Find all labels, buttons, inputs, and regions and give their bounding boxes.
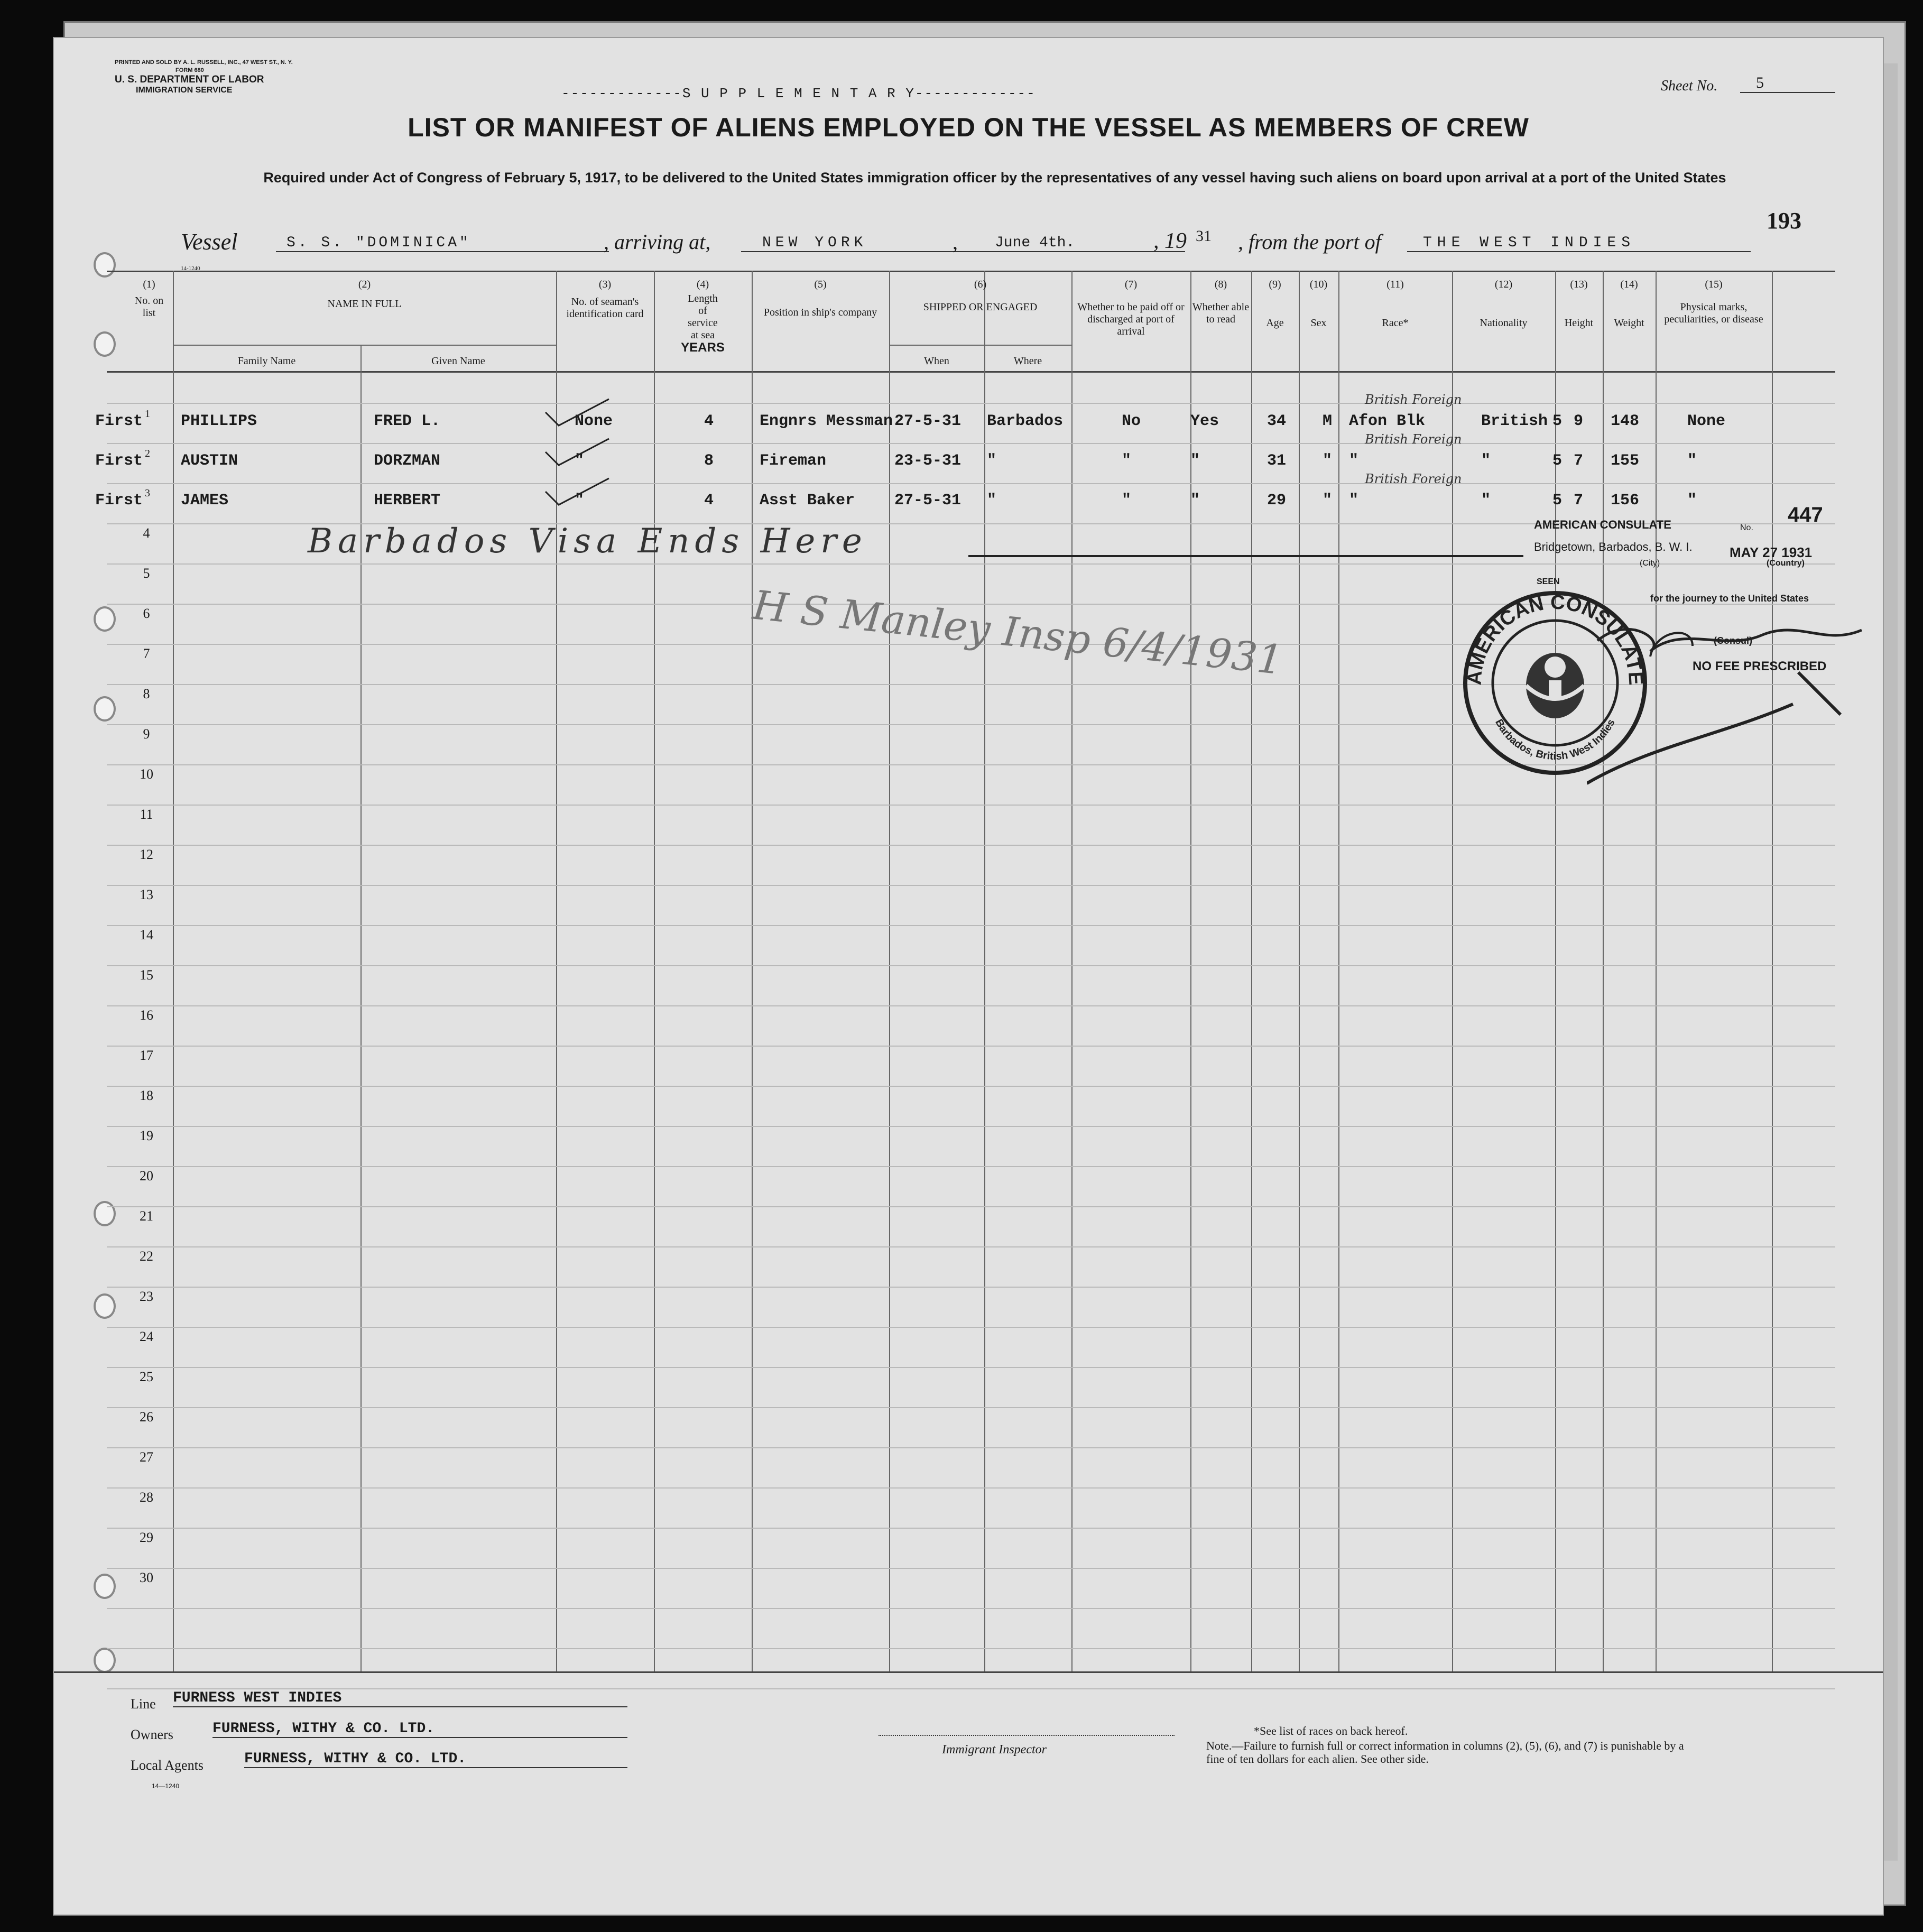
position-cell: Asst Baker: [760, 492, 855, 510]
from-label: , from the port of: [1238, 230, 1381, 254]
physical-marks-cell: None: [1687, 412, 1726, 430]
given-name-cell: HERBERT: [374, 492, 441, 510]
row-rule: [107, 1407, 1835, 1408]
arriving-label: , arriving at,: [604, 230, 711, 254]
supplementary-label: -------------S U P P L E M E N T A R Y-------------: [561, 86, 1036, 101]
service-length-cell: 4: [704, 492, 714, 510]
row-number: 13: [140, 887, 153, 902]
id-card-cell: None: [575, 412, 613, 430]
col13-header: (13) Height: [1564, 279, 1594, 329]
row-class: First: [95, 452, 143, 470]
service: IMMIGRATION SERVICE: [136, 86, 233, 95]
row-rule: [107, 443, 1835, 444]
code-small: 14-1240: [181, 265, 200, 272]
sex-cell: M: [1323, 412, 1333, 430]
row-number: 30: [140, 1570, 153, 1585]
consulate-number: 447: [1788, 503, 1823, 526]
row-rule: [107, 1688, 1835, 1689]
physical-marks-cell: ": [1687, 492, 1697, 510]
row-number: 1: [145, 408, 150, 420]
race-handwritten-note: British Foreign: [1365, 472, 1462, 486]
family-name-cell: AUSTIN: [181, 452, 238, 470]
row-number: 2: [145, 448, 150, 459]
consulate-no-label: No.: [1740, 523, 1753, 532]
race-handwritten-note: British Foreign: [1365, 432, 1462, 447]
manifest-page: [53, 37, 1884, 1916]
col-divider: [1555, 271, 1556, 1671]
vessel-name: S. S. "DOMINICA": [276, 235, 609, 252]
row-rule: [107, 1246, 1835, 1247]
page-title: LIST OR MANIFEST OF ALIENS EMPLOYED ON THE VESSEL AS MEMBERS OF CREW: [408, 113, 1529, 142]
consulate-location: Bridgetown, Barbados, B. W. I.: [1534, 540, 1693, 553]
punch-hole: [94, 252, 116, 278]
shipped-sub-border-2: [889, 345, 1071, 346]
col11-header: (11) Race*: [1382, 279, 1409, 329]
shipped-when-cell: 23-5-31: [894, 452, 962, 470]
consul-signature-icon: [1587, 609, 1883, 789]
row-number: 27: [140, 1449, 153, 1465]
col4-header: (4) Length of service at sea YEARS: [681, 279, 725, 355]
col2-header: (2) NAME IN FULL: [327, 279, 402, 310]
col-divider: [752, 271, 753, 1671]
local-agents: FURNESS, WITHY & CO. LTD.: [244, 1751, 627, 1768]
col6-header: (6) SHIPPED OR ENGAGED: [923, 279, 1038, 313]
punch-hole: [94, 331, 116, 357]
row-rule: [107, 403, 1835, 404]
footer-code: 14—1240: [152, 1782, 180, 1790]
inspector-signature-line: [879, 1735, 1175, 1736]
physical-marks-cell: ": [1687, 452, 1697, 470]
journey-text: for the journey to the United States: [1650, 593, 1809, 604]
row-rule: [107, 1046, 1835, 1047]
col8-header: (8) Whether able to read: [1192, 279, 1250, 325]
row-number: 22: [140, 1249, 153, 1264]
row-rule: [107, 1005, 1835, 1006]
shipped-when-cell: 27-5-31: [894, 412, 962, 430]
sheet-label: Sheet No.: [1661, 78, 1718, 94]
race-cell: ": [1349, 452, 1359, 470]
punch-hole: [94, 696, 116, 722]
name-sub-border: [173, 345, 556, 346]
consul-label: (Consul): [1714, 635, 1752, 646]
row-number: 6: [143, 606, 150, 621]
weight-cell: 155: [1611, 452, 1640, 470]
row-rule: [107, 1206, 1835, 1207]
row-number: 10: [140, 766, 153, 782]
seen-label: SEEN: [1537, 577, 1560, 586]
sheet-number: 5: [1740, 74, 1835, 93]
row-rule: [107, 1287, 1835, 1288]
row-rule: [107, 805, 1835, 806]
row-number: 19: [140, 1128, 153, 1143]
service-length-cell: 8: [704, 452, 714, 470]
paid-off-cell: ": [1122, 452, 1132, 470]
row-number: 5: [143, 566, 150, 581]
row-number: 11: [140, 807, 153, 822]
col1-header: (1) No. on list: [134, 279, 164, 319]
row-number: 9: [143, 726, 150, 742]
height-inches-cell: 9: [1574, 412, 1584, 430]
height-feet-cell: 5: [1552, 412, 1563, 430]
row-number: 16: [140, 1007, 153, 1023]
consulate-heading: AMERICAN CONSULATE: [1534, 518, 1671, 531]
visa-ends-note: Barbados Visa Ends Here: [308, 522, 867, 561]
race-cell: ": [1349, 492, 1359, 510]
shipped-where-cell: ": [987, 452, 997, 470]
row-rule: [107, 885, 1835, 886]
col5-header: (5) Position in ship's company: [763, 279, 877, 318]
arrival-port: NEW YORK: [741, 235, 968, 252]
checkmark-icon: [540, 476, 614, 507]
age-cell: 31: [1267, 452, 1287, 470]
row-rule: [107, 1086, 1835, 1087]
row-number: 4: [143, 525, 150, 541]
row-number: 25: [140, 1369, 153, 1384]
seal-lower-text: Barbados, British West Indies: [1493, 717, 1617, 763]
page-subtitle: Required under Act of Congress of February 5, 1917, to be delivered to the United States immigration officer by the representatives of any vessel having such aliens on board upon arrival at a port of the United States: [263, 170, 1726, 186]
sex-cell: ": [1323, 492, 1333, 510]
page-number: 193: [1767, 208, 1801, 234]
no-fee-text: NO FEE PRESCRIBED: [1693, 659, 1827, 673]
row-rule: [107, 1608, 1835, 1609]
row-number: 3: [145, 487, 150, 499]
row-class: First: [95, 412, 143, 430]
row-number: 28: [140, 1490, 153, 1505]
family-name-cell: PHILLIPS: [181, 412, 257, 430]
row-number: 26: [140, 1409, 153, 1425]
weight-cell: 156: [1611, 492, 1640, 510]
table-header-border: [107, 371, 1835, 373]
age-cell: 34: [1267, 412, 1287, 430]
able-to-read-cell: Yes: [1190, 412, 1219, 430]
row-rule: [107, 845, 1835, 846]
row-rule: [107, 1447, 1835, 1448]
col-divider: [1251, 271, 1252, 1671]
position-cell: Engnrs Messman: [760, 412, 893, 430]
row-number: 23: [140, 1289, 153, 1304]
agents-label: Local Agents: [131, 1758, 204, 1773]
shipped-when-cell: 27-5-31: [894, 492, 962, 510]
col-divider: [1190, 271, 1191, 1671]
service-length-cell: 4: [704, 412, 714, 430]
row-rule: [107, 1528, 1835, 1529]
shipped-where-cell: ": [987, 492, 997, 510]
row-rule: [107, 1166, 1835, 1167]
row-rule: [107, 925, 1835, 926]
height-inches-cell: 7: [1574, 452, 1584, 470]
row-number: 18: [140, 1088, 153, 1103]
col12-header: (12) Nationality: [1480, 279, 1528, 329]
family-name-header: Family Name: [237, 355, 296, 367]
row-number: 8: [143, 686, 150, 701]
given-name-header: Given Name: [431, 355, 485, 367]
nationality-cell: British: [1481, 412, 1548, 430]
punch-hole: [94, 1574, 116, 1599]
consulate-date: MAY 27 1931: [1730, 544, 1813, 560]
inspector-signature: H S Manley Insp 6/4/1931: [751, 581, 1286, 684]
row-rule: [107, 1327, 1835, 1328]
col-divider: [654, 271, 655, 1671]
row-number: 7: [143, 646, 150, 661]
owners-label: Owners: [131, 1727, 173, 1742]
year-prefix: , 19: [1153, 229, 1187, 253]
row-rule: [107, 483, 1835, 484]
row-rule: [107, 563, 1835, 565]
punch-hole: [94, 606, 116, 632]
nationality-cell: ": [1481, 492, 1491, 510]
height-inches-cell: 7: [1574, 492, 1584, 510]
row-rule: [107, 965, 1835, 966]
given-name-cell: DORZMAN: [374, 452, 441, 470]
row-number: 14: [140, 927, 153, 942]
when-header: When: [924, 355, 949, 367]
punch-hole: [94, 1648, 116, 1673]
owners: FURNESS, WITHY & CO. LTD.: [212, 1721, 627, 1738]
checkmark-icon: [540, 436, 614, 468]
col15-header: (15) Physical marks, peculiarities, or disease: [1664, 279, 1763, 325]
nationality-cell: ": [1481, 452, 1491, 470]
punch-hole: [94, 1201, 116, 1226]
line-label: Line: [131, 1696, 156, 1712]
table-top-border: [107, 271, 1835, 272]
visa-ends-line: [968, 555, 1523, 557]
able-to-read-cell: ": [1190, 492, 1200, 510]
paid-off-cell: ": [1122, 492, 1132, 510]
paid-off-cell: No: [1122, 412, 1141, 430]
age-cell: 29: [1267, 492, 1287, 510]
col14-header: (14) Weight: [1614, 279, 1644, 329]
city-label: (City): [1640, 559, 1660, 568]
row-number: 24: [140, 1329, 153, 1344]
form-number: FORM 680: [175, 67, 204, 73]
height-feet-cell: 5: [1552, 452, 1563, 470]
year-value: 31: [1196, 227, 1212, 245]
able-to-read-cell: ": [1190, 452, 1200, 470]
race-handwritten-note: British Foreign: [1365, 392, 1462, 407]
table-bottom-border: [54, 1671, 1883, 1673]
col-divider: [889, 271, 890, 1671]
row-rule: [107, 1648, 1835, 1649]
col3-header: (3) No. of seaman's identification card: [566, 279, 644, 320]
row-class: First: [95, 492, 143, 510]
punch-hole: [94, 1293, 116, 1319]
family-name-cell: JAMES: [181, 492, 229, 510]
col10-header: (10) Sex: [1309, 279, 1328, 329]
department: U. S. DEPARTMENT OF LABOR: [115, 74, 264, 85]
sex-cell: ": [1323, 452, 1333, 470]
races-note: *See list of races on back hereof.: [1254, 1724, 1408, 1737]
row-number: 20: [140, 1168, 153, 1184]
row-rule: [107, 1367, 1835, 1368]
col-divider: [1071, 271, 1073, 1671]
when-col-divider: [984, 345, 985, 1671]
position-cell: Fireman: [760, 452, 827, 470]
where-header: Where: [1013, 355, 1042, 367]
comma: ,: [953, 230, 958, 254]
row-rule: [107, 1568, 1835, 1569]
row-number: 12: [140, 847, 153, 862]
fine-note: Note.—Failure to furnish full or correct information in columns (2), (5), (6), and (7) is punishable by a fine of ten dollars for each alien. See other side.: [1206, 1739, 1684, 1765]
arrival-date: June 4th.: [963, 235, 1185, 252]
col-divider: [1603, 271, 1604, 1671]
id-card-cell: ": [575, 452, 585, 470]
row-number: 17: [140, 1048, 153, 1063]
shipping-line: FURNESS WEST INDIES: [173, 1690, 627, 1707]
row-rule: [107, 1126, 1835, 1127]
inspector-label: Immigrant Inspector: [942, 1743, 1047, 1757]
id-card-cell: ": [575, 492, 585, 510]
col-divider: [1772, 271, 1773, 1671]
country-label: (Country): [1767, 559, 1805, 568]
row-rule: [107, 1487, 1835, 1489]
col-divider: [1656, 271, 1657, 1671]
col-divider: [1299, 271, 1300, 1671]
shipped-where-cell: Barbados: [987, 412, 1064, 430]
row-number: 21: [140, 1208, 153, 1224]
given-name-cell: FRED L.: [374, 412, 441, 430]
printer-note: PRINTED AND SOLD BY A. L. RUSSELL, INC., 47 WEST ST., N. Y.: [115, 59, 293, 66]
height-feet-cell: 5: [1552, 492, 1563, 510]
col-divider: [1338, 271, 1339, 1671]
race-cell: Afon Blk: [1349, 412, 1426, 430]
row-number: 29: [140, 1530, 153, 1545]
seal-text: AMERICAN CONSULATE: [1463, 591, 1647, 686]
col9-header: (9) Age: [1266, 279, 1284, 329]
departure-port: THE WEST INDIES: [1407, 235, 1751, 252]
weight-cell: 148: [1611, 412, 1640, 430]
col7-header: (7) Whether to be paid off or discharged at port of arrival: [1077, 279, 1185, 337]
checkmark-icon: [540, 396, 614, 428]
col-divider: [173, 271, 174, 1671]
vessel-label: Vessel: [181, 229, 238, 255]
row-number: 15: [140, 967, 153, 983]
